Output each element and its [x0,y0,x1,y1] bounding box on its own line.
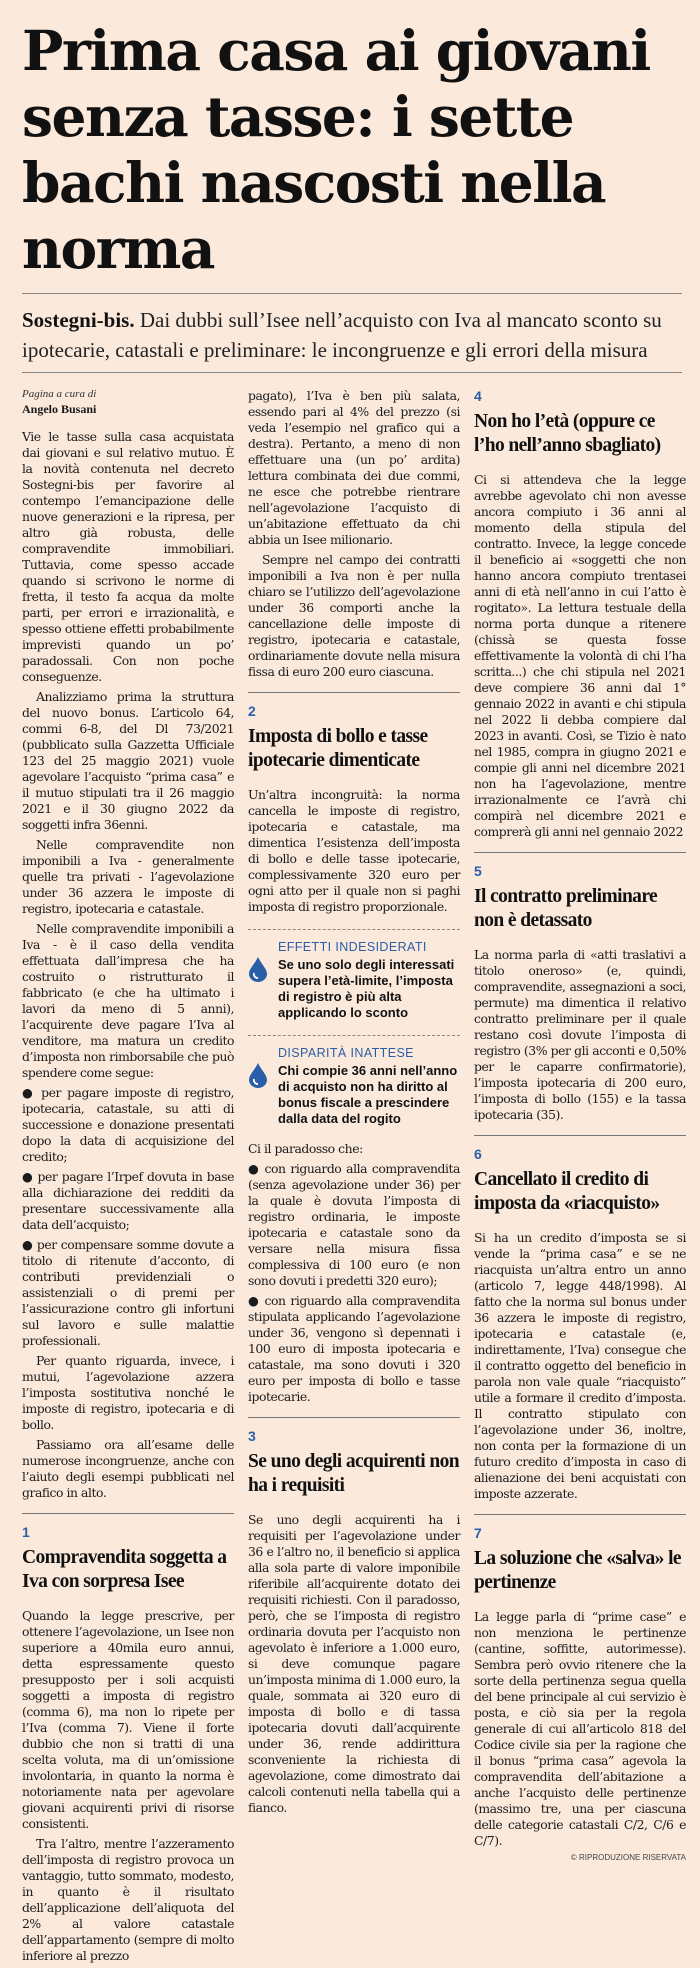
paragraph: Analizziamo prima la struttura del nuovo bonus. L’articolo 64, commi 6-8, del Dl 73/2021 (pubblicato sulla Gazzetta Ufficiale 123 del 25 maggio 2021) vuole agevolare l’acquisto “prima casa” e il mutuo stipulati tra il 26 maggio 2021 e il 30 giugno 2022 da soggetti infra 36enni. [22,689,234,832]
section-number: 5 [474,863,482,879]
callout-text: Se uno solo degli interessati supera l’età-limite, l’imposta di registro è più alta applicando lo sconto [278,957,455,1020]
bullet-item: ● per pagare l’Irpef dovuta in base alla dichiarazione dei redditi da presentare successivamente alla data dell’acquisto; [22,1169,234,1232]
callout-label: DISPARITÀ INATTESE [278,1046,414,1060]
water-drop-icon [248,940,270,1021]
paragraph: Sempre nel campo dei contratti imponibili a Iva non è per nulla chiaro se l’utilizzo dell’agevolazione under 36 comporti anche la cancellazione delle imposte di registro, ipotecaria e catastale, ordinariamente dovute nella misura fissa di euro 200 euro ciascuna. [248,552,460,679]
byline-author: Angelo Busani [22,402,97,416]
copyright-note: © RIPRODUZIONE RISERVATA [570,1853,686,1862]
water-drop-icon [248,1046,270,1127]
paragraph: Per quanto riguarda, invece, i mutui, l’agevolazione azzera l’imposta sostitutiva nonché le imposte di registro, ipotecaria e di bollo. [22,1353,234,1432]
column-1 [22,388,234,1968]
section-divider [22,1513,234,1514]
intro-body [22,429,234,1501]
headline: Prima casa ai giovani senza tasse: i sette bachi nascosti nella norma [22,18,650,281]
section-divider [248,1417,460,1418]
section-number: 6 [474,1146,482,1162]
section-title: Imposta di bollo e tasse ipotecarie dimenticate [248,726,428,771]
deck-kicker: Sostegni-bis. [22,308,135,332]
section-title: Compravendita soggetta a Iva con sorpresa Isee [22,1547,227,1592]
section-divider [474,852,686,853]
section-number: 1 [22,1524,30,1540]
section-divider [474,1135,686,1136]
callout-label: EFFETTI INDESIDERATI [278,940,427,954]
callout-divider [248,929,460,930]
deck [22,305,682,365]
callout-text: Chi compie 36 anni nell’anno di acquisto non ha diritto al bonus fiscale a prescindere dalla data del rogito [278,1063,458,1126]
paragraph: Ci il paradosso che: [248,1141,363,1156]
section-number: 2 [248,703,256,719]
callout-divider [248,1035,460,1036]
paragraph: Tra l’altro, mentre l’azzeramento dell’imposta di registro provoca un vantaggio, tutto sommato, modesto, in quanto è il risultato dell’applicazione dell’aliquota del 2% al valore catastale dell’appartamento (sempre di molto inferiore al prezzo [22,1836,234,1963]
callout [248,940,460,1021]
divider-top [22,293,682,294]
section-number: 7 [474,1525,482,1541]
section-title: Il contratto preliminare non è detassato [474,886,658,931]
byline-label: Pagina a cura di [22,388,97,400]
callout [248,1046,460,1127]
deck-text: Dai dubbi sull’Isee nell’acquisto con Iva al mancato sconto su ipotecarie, catastali e preliminare: le incongruenze e gli errori della misura [22,308,662,362]
paragraph: La legge parla di “prime case” e non menziona le pertinenze (cantine, soffitte, autorimesse). Sembra però ovvio ritenere che la sorte della pertinenza segua quella del bene principale al cui servizio è posta, e ciò sia per la regola generale di cui all’articolo 818 del Codice civile sia per la ragione che il bonus “prima casa” agevola la compravendita dell’abitazione a anche l’acquisto delle pertinenze (massimo tre, una per ciascuna delle categorie catastali C/2, C/6 e C/7). [474,1609,686,1848]
paragraph: Nelle compravendite imponibili a Iva - è il caso della vendita effettuata dall’impresa che ha costruito o ristrutturato il fabbricato (e che ha ultimato i lavori da meno di 5 anni), l’acquirente deve pagare l’Iva al venditore, ma matura un credito d’imposta non rimborsabile che può spendere come segue: [22,921,234,1080]
section-title: La soluzione che «salva» le pertinenze [474,1548,681,1593]
paragraph: Si ha un credito d’imposta se si vende la “prima casa” e se ne riacquista un’altra entro un anno (articolo 7, legge 448/1998). Al fatto che la norma sul bonus under 36 azzera le imposte di registro, ipotecaria e catastale (e, indirettamente, l’Iva) consegue che il contratto oggetto del beneficio in parola non vale quale “riacquisto” utile a formare il credito d’imposta. Il contratto stipulato con l’agevolazione under 36, inoltre, non conta per la formazione di un futuro credito d’imposta in caso di alienazione dei beni acquistati con imposte azzerate. [474,1230,686,1501]
section-title: Se uno degli acquirenti non ha i requisiti [248,1451,459,1496]
paragraph: Un’altra incongruità: la norma cancella le imposte di registro, ipotecaria e catastale, ma dimentica l’esistenza dell’imposta di bollo e delle tasse ipotecarie, complessivamente 320 euro per ogni atto per il quale non si paghi imposta di registro proporzionale. [248,787,460,914]
paragraph: Nelle compravendite non imponibili a Iva - generalmente quelle tra privati - l’agevolazione under 36 azzera le imposte di registro, ipotecaria e catastale. [22,837,234,916]
section-number: 4 [474,388,482,404]
column-3 [474,388,686,1862]
section-number: 3 [248,1428,256,1444]
column-2 [248,388,460,1820]
paragraph: La norma parla di «atti traslativi a titolo oneroso» (e, quindi, compravendite, assegnazioni a soci, permute) ma dimentica il relativo contratto preliminare per il quale restano così dovute l’imposta di registro (3% per gli acconti e 0,50% per le caparre confirmatorie), l’imposta ipotecaria di 200 euro, l’imposta di bollo (155) e la tassa ipotecaria (35). [474,947,686,1122]
section-divider [474,1514,686,1515]
section-divider [248,692,460,693]
bullet-item: ● con riguardo alla compravendita (senza agevolazione under 36) per la quale è dovuta l’imposta di registro ordinaria, le imposte ipotecaria e catastale sono da versare nella misura fissa complessiva di 100 euro (e non sono dovuti i predetti 320 euro); [248,1161,460,1288]
paragraph: Ci si attendeva che la legge avrebbe agevolato chi non avesse ancora compiuto i 36 anni al momento della stipula del contratto. Invece, la legge concede il beneficio ai «soggetti che non hanno ancora compiuto trentasei anni di età nell’anno in cui l’atto è rogitato». La lettura testuale della norma porta dunque a ritenere (chissà se questa fosse effettivamente la volontà di chi l’ha scritta...) che chi stipula nel 2021 deve compiere 36 anni dal 1° gennaio 2022 in avanti e chi stipula nel 2022 li debba compiere dal 2023 in avanti. Così, se Tizio è nato nel 1985, compra in giugno 2021 e compie gli anni nel dicembre 2021 non ha l’agevolazione, mentre irrazionalmente ce l’avrà chi compirà nel dicembre 2021 e comprerà gli anni nel gennaio 2022 [474,472,686,839]
paragraph: Passiamo ora all’esame delle numerose incongruenze, anche con l’aiuto degli esempi pubblicati nel grafico in alto. [22,1437,234,1500]
paragraph: Vie le tasse sulla casa acquistata dai giovani e sul relativo mutuo. È la novità contenuta nel decreto Sostegni-bis per favorire al contempo l’emancipazione delle nuove generazioni e la ripresa, per altro già robusta, delle compravendite immobiliari. Tuttavia, come spesso accade quando si scrivono le norme di fretta, il testo fa acqua da molte parti, per errori e irrazionalità, e spesso ottiene effetti probabilmente imprevisti quando un po’ paradossali. Con non poche conseguenze. [22,429,234,684]
paragraph: Se uno degli acquirenti ha i requisiti per l’agevolazione under 36 e l’altro no, il beneficio si applica alla sola parte di valore imponibile riferibile all’acquirente dotato dei requisiti richiesti. Con il paradosso, però, che se l’imposta di registro ordinaria dovuta per l’acquisto non agevolato è inferiore a 1.000 euro, si deve comunque pagare un’imposta minima di 1.000 euro, la quale, sommata ai 320 euro di imposta di bollo e di tassa ipotecaria dovuti dall’acquirente under 36, rende addirittura sconveniente la richiesta di agevolazione, come dimostrato dai calcoli contenuti nella tabella qui a fianco. [248,1512,460,1815]
paragraph: Quando la legge prescrive, per ottenere l’agevolazione, un Isee non superiore a 40mila euro annui, detta espressamente questo presupposto per i soli acquisti soggetti a imposta di registro (comma 6), ma non lo ripete per l’Iva (comma 7). Viene il forte dubbio che non si tratti di una scelta voluta, ma di un’omissione involontaria, in quanto la norma è notoriamente nata per agevolare giovani acquirenti privi di risorse consistenti. [22,1608,234,1831]
bullet-item: ● per compensare somme dovute a titolo di ritenute d’acconto, di contributi previdenziali o assistenziali o di premi per l’assicurazione contro gli infortuni sul lavoro e sulle malattie professionali. [22,1237,234,1348]
paragraph: pagato), l’Iva è ben più salata, essendo pari al 4% del prezzo (si veda l’esempio nel grafico qui a destra). Pertanto, a meno di non effettuare una (un po’ ardita) lettura combinata dei due commi, ne esce che potrebbe rientrare nell’agevolazione l’acquisto di un’abitazione effettuato da chi abbia un Isee milionario. [248,388,460,547]
section-title: Cancellato il credito di imposta da «riacquisto» [474,1169,660,1214]
section-title: Non ho l’età (oppure ce l’ho nell’anno sbagliato) [474,411,661,456]
divider-mid [22,372,682,373]
bullet-item: ● con riguardo alla compravendita stipulata applicando l’agevolazione under 36, vengono sì depennati i 100 euro di imposta ipotecaria e catastale, ma sono dovuti i 320 euro per imposta di bollo e tasse ipotecarie. [248,1293,460,1404]
bullet-item: ● per pagare imposte di registro, ipotecaria, catastale, su atti di successione e donazione presentati dopo la data di acquisizione del credito; [22,1085,234,1164]
